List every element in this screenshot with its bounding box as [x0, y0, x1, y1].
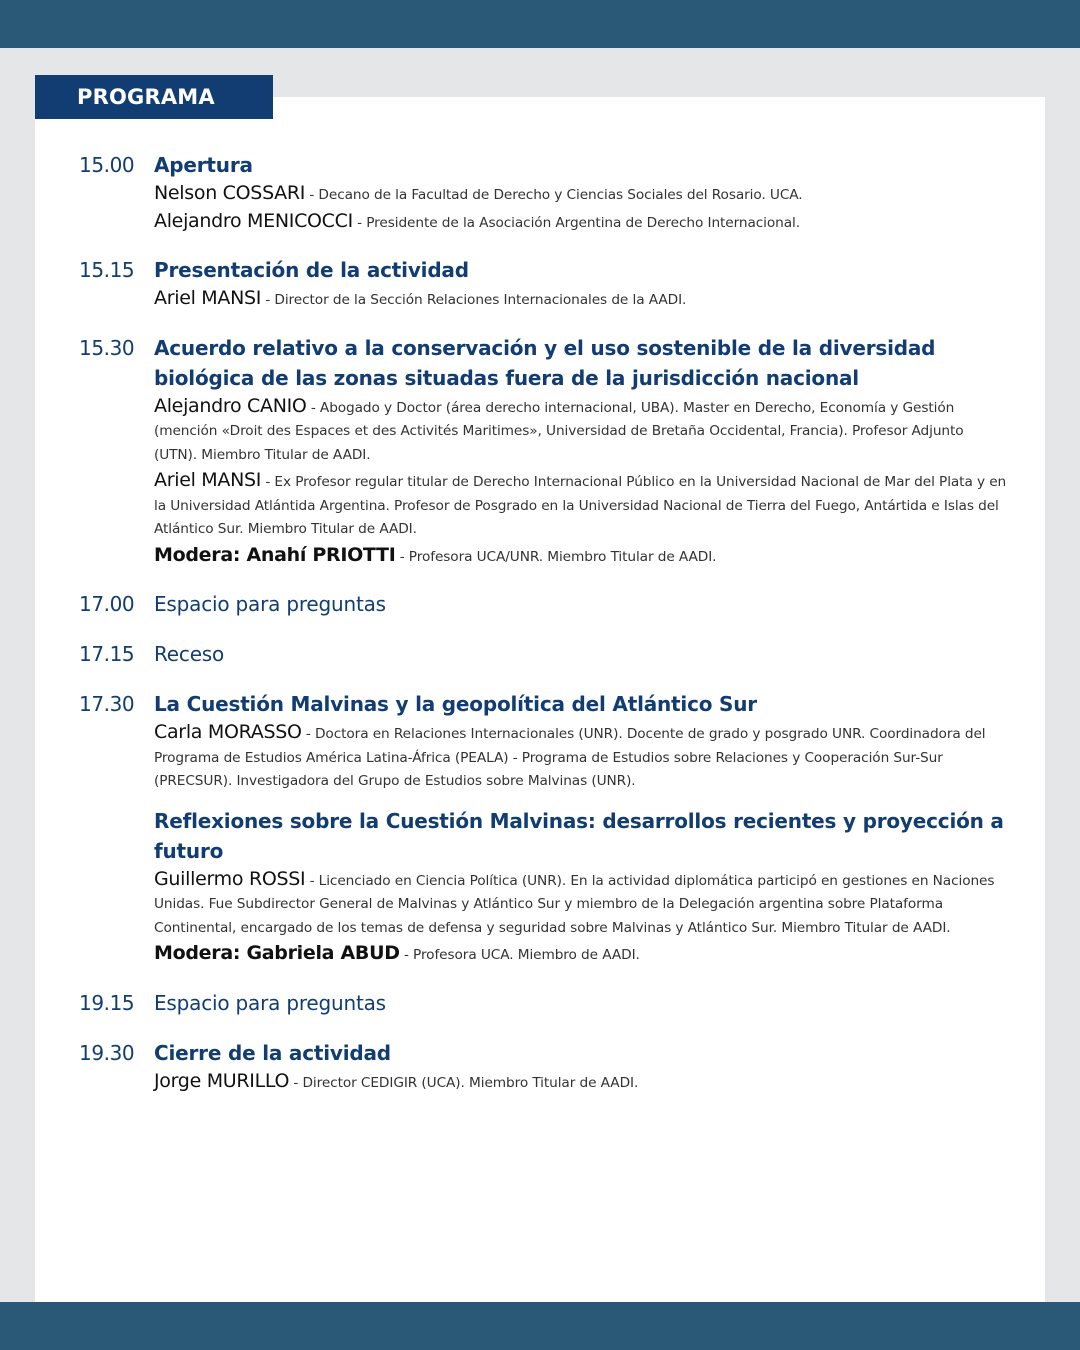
program-item	[79, 255, 1009, 313]
speaker-desc: - Director de la Sección Relaciones Internacionales de la AADI.	[261, 292, 687, 308]
item-title: La Cuestión Malvinas y la geopolítica del Atlántico Sur	[154, 692, 757, 716]
program-list	[79, 150, 1009, 1111]
bottom-band	[0, 1302, 1080, 1350]
speaker-name: Jorge MURILLO	[154, 1069, 290, 1092]
moderator-desc: - Profesora UCA/UNR. Miembro Titular de AADI.	[395, 548, 717, 565]
moderator-label: Modera:	[154, 543, 247, 566]
moderator-name: Anahí PRIOTTI	[246, 543, 396, 566]
item-time: 17.30	[79, 692, 135, 716]
speaker-desc: - Director CEDIGIR (UCA). Miembro Titular de AADI.	[289, 1074, 639, 1091]
moderator-desc: - Profesora UCA. Miembro de AADI.	[399, 947, 640, 963]
subsession-title: Reflexiones sobre la Cuestión Malvinas: desarrollos recientes y proyección a futuro	[154, 808, 1004, 863]
moderator-label: Modera:	[154, 942, 247, 964]
speaker-name: Alejandro MENICOCCI	[154, 209, 353, 232]
subsession	[154, 806, 1009, 968]
item-title: Apertura	[154, 153, 253, 177]
speaker-name: Alejandro CANIO	[154, 394, 307, 417]
program-item	[79, 689, 1009, 968]
speaker	[154, 469, 1009, 542]
item-title: Espacio para preguntas	[154, 990, 386, 1015]
item-time: 15.00	[79, 153, 135, 177]
speaker	[154, 182, 1009, 208]
item-time: 19.15	[79, 990, 135, 1015]
speaker-name: Nelson COSSARI	[154, 182, 306, 204]
speaker	[154, 395, 1009, 468]
top-band	[0, 0, 1080, 48]
speaker-name: Carla MORASSO	[154, 721, 302, 743]
speaker-desc: - Decano de la Facultad de Derecho y Ciencias Sociales del Rosario. UCA.	[305, 187, 803, 203]
item-title: Cierre de la actividad	[154, 1040, 391, 1065]
speaker-name: Guillermo ROSSI	[154, 867, 306, 890]
item-time: 17.00	[79, 592, 135, 616]
program-tab: PROGRAMA	[35, 75, 273, 119]
item-title: Espacio para preguntas	[154, 592, 386, 616]
item-title: Receso	[154, 642, 225, 666]
program-item	[79, 333, 1009, 570]
speaker	[154, 721, 1009, 794]
program-item	[79, 1038, 1009, 1096]
program-item	[79, 589, 1009, 619]
item-time: 17.15	[79, 642, 135, 666]
program-item	[79, 639, 1009, 669]
speaker-desc: - Doctora en Relaciones Internacionales (UNR). Docente de grado y posgrado UNR. Coordinadora del Programa de Estudios América Latina-África (PEALA) - Programa de Estudios sobre Relaciones y Cooperación Sur-Sur (PRECSUR). Investigadora del Grupo de Estudios sobre Malvinas (UNR).	[154, 726, 986, 789]
moderator-name: Gabriela ABUD	[246, 942, 400, 964]
program-item	[79, 150, 1009, 235]
speaker-desc: - Licenciado en Ciencia Política (UNR). En la actividad diplomática participó en gestiones en Naciones Unidas. Fue Subdirector General de Malvinas y Atlántico Sur y miembro de la Delegación argentina sobre Plataforma Continental, encargado de los temas de defensa y seguridad sobre Malvinas y Atlántico Sur. Miembro Titular de AADI.	[154, 872, 995, 936]
item-title: Presentación de la actividad	[154, 258, 469, 282]
speaker-desc: - Presidente de la Asociación Argentina de Derecho Internacional.	[352, 214, 800, 231]
item-title: Acuerdo relativo a la conservación y el uso sostenible de la diversidad biológica de las zonas situadas fuera de la jurisdicción nacional	[154, 335, 936, 390]
speaker	[154, 210, 1009, 236]
item-time: 15.30	[79, 335, 135, 360]
speaker-desc: - Abogado y Doctor (área derecho internacional, UBA). Master en Derecho, Economía y Gestión (mención «Droit des Espaces et des Activités Maritimes», Universidad de Bretaña Occidental, Francia). Profesor Adjunto (UTN). Miembro Titular de AADI.	[154, 399, 964, 463]
program-item	[79, 988, 1009, 1018]
moderator	[154, 942, 1009, 968]
moderator	[154, 544, 1009, 570]
speaker	[154, 868, 1009, 941]
speaker	[154, 287, 1009, 313]
speaker-desc: - Ex Profesor regular titular de Derecho Internacional Público en la Universidad Nacional de Mar del Plata y en la Universidad Atlántida Argentina. Profesor de Posgrado en la Universidad Nacional de Tierra del Fuego, Antártida e Islas del Atlántico Sur. Miembro Titular de AADI.	[154, 474, 1007, 537]
item-time: 19.30	[79, 1040, 135, 1065]
item-time: 15.15	[79, 258, 135, 282]
speaker	[154, 1070, 1009, 1096]
speaker-name: Ariel MANSI	[154, 287, 262, 309]
speaker-name: Ariel MANSI	[154, 469, 262, 491]
